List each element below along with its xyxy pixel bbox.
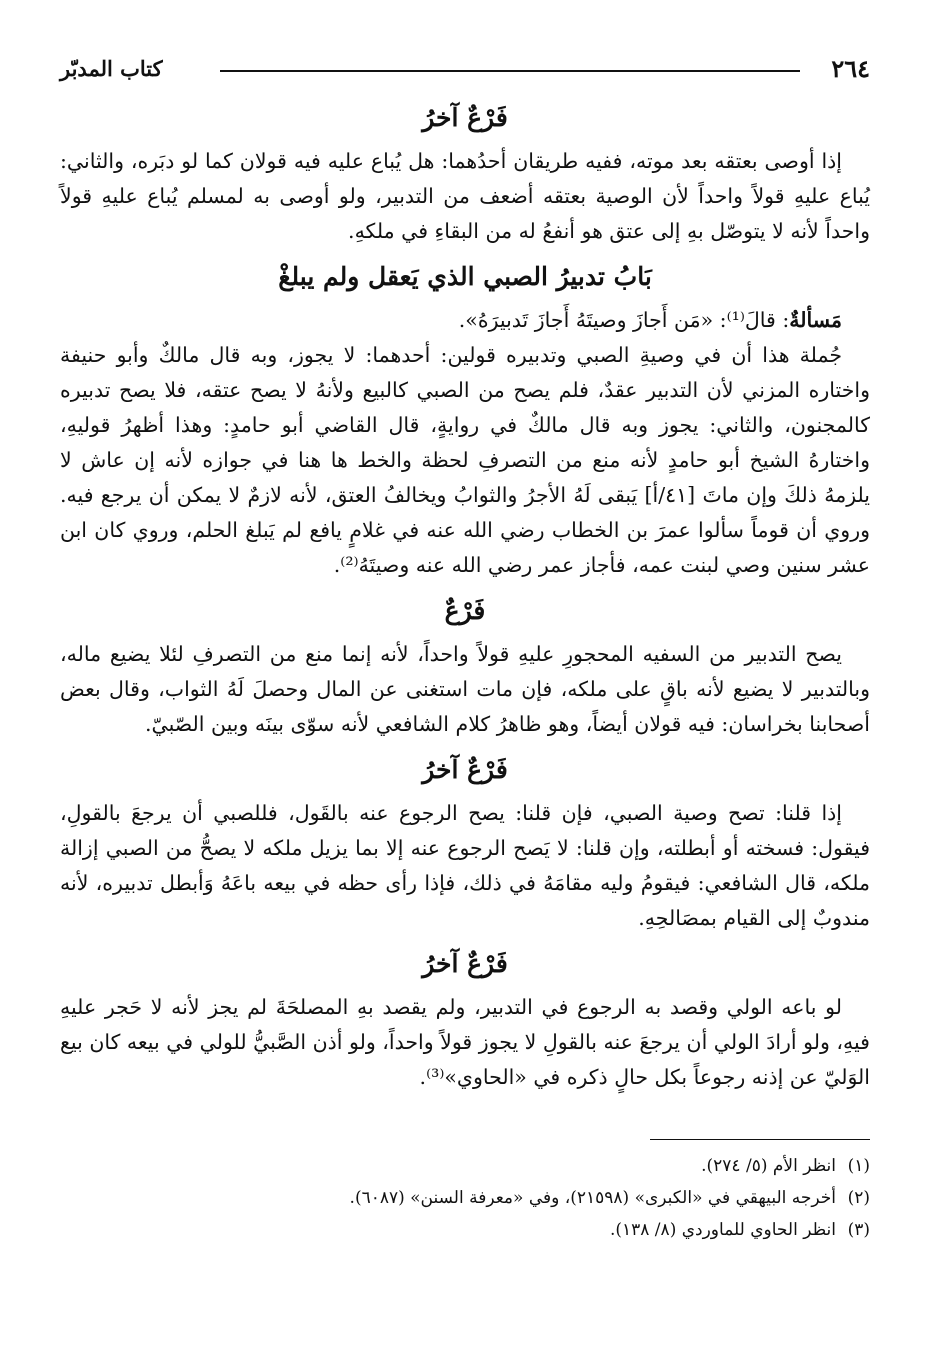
section-2-paragraph: جُملة هذا أن في وصيةِ الصبي وتدبيره قولين: أحدهما: لا يجوز، وبه قال مالكٌ وأبو حنيفة واختاره المزني لأن التدبير عقدٌ، فلم يصح من الصبي كالبيع ولأنهُ لا يصح عتقه، فلا يصح تدبيره كالمجنون، والثاني: يجوز وبه قال مالكٌ في روايةٍ، قال القاضي أبو حامدٍ: وهذا أظهرُ قوليهِ، واختارهُ الشيخ أبو حامدٍ لأنه منع من التصرفِ لحظة والخط ها هنا في جوازه لأنه إن عاش لا يلزمهُ ذلكَ وإن ماتَ [٤١/أ] يَبقى لَهُ الأجرُ والثوابُ ويخالفُ العتق، لأنه لازمٌ لا يمكن أن يرجع فيه. وروي أن قوماً سألوا عمرَ بن الخطاب رضي الله عنه في غلامٍ يافع لم يَبلغ الحلم، وروي كان ابن عشر سنين وصي لبنت عمه، فأجاز عمر رضي الله عنه وصيتَهُ⁽²⁾. bbox=[60, 343, 870, 577]
footnote bbox=[60, 1150, 870, 1182]
footnote bbox=[60, 1182, 870, 1214]
footnote-text: انظر الأم (٥/ ٢٧٤). bbox=[701, 1156, 836, 1176]
footnote-number: (٢) bbox=[847, 1188, 870, 1208]
section-heading-5: فَرْعٌ آخرُ bbox=[422, 949, 508, 978]
footnote-number: (١) bbox=[847, 1156, 870, 1176]
footnote bbox=[60, 1214, 870, 1246]
book-title: كتاب المدبّر bbox=[60, 56, 163, 81]
masala-line bbox=[60, 303, 870, 338]
header-rule bbox=[220, 70, 800, 72]
book-page bbox=[60, 50, 870, 1350]
section-1-paragraph: إذا أوصى بعتقه بعد موته، ففيه طريقان أحدُهما: هل يُباع عليه فيه قولان كما لو دبَره، والثاني: يُباع عليهِ قولاً واحداً لأن الوصية بعتقه أضعف من التدبير، ولو أوصى به لمسلم يُباع عليهِ قولاً واحداً لأنه لا يتوصّل بهِ إلى عتق هو أنفعُ له من البقاءِ في ملكهِ. bbox=[60, 149, 870, 243]
footnote-text: أخرجه البيهقي في «الكبرى» (٢١٥٩٨)، وفي «معرفة السنن» (٦٠٨٧). bbox=[349, 1188, 836, 1208]
section-3-paragraph: يصح التدبير من السفيه المحجورِ عليهِ قولاً واحداً، لأنه إنما منع من التصرفِ لئلا يضيع ماله، وبالتدبير لا يضيع لأنه باقٍ على ملكه، فإن مات استغنى عن المال وحصلَ لَهُ الثواب، وقال بعض أصحابنا بخراسان: فيه قولان أيضاً، وهو ظاهرُ كلام الشافعي لأنه سوّى بينَه وبين الصّبيّ. bbox=[60, 642, 870, 736]
masala-label: مَسألةٌ bbox=[789, 308, 842, 332]
section-heading-3: فَرْعٌ bbox=[444, 596, 486, 625]
page-number: ٢٦٤ bbox=[831, 54, 870, 83]
chapter-heading: بَابُ تدبيرُ الصبي الذي يَعقل ولم يبلغْ bbox=[278, 262, 652, 291]
footnote-text: انظر الحاوي للماوردي (٨/ ١٣٨). bbox=[609, 1220, 836, 1240]
section-4-paragraph: إذا قلنا: تصح وصية الصبي، فإن قلنا: يصح الرجوع عنه بالقَول، فللصبي أن يرجعَ بالقولِ، فيقول: فسخته أو أبطلته، وإن قلنا: لا يَصح الرجوع عنه إلا بما يزيل ملكه لا يصحُّ من الصبي إزالة ملكه، قال الشافعي: فيقومُ وليه مقامَهُ في ذلك، فإذا رأى حظه في بيعه باعَهُ وَأبطل تدبيره، لأنه مندوبٌ إلى القيام بمصَالحِهِ. bbox=[60, 801, 870, 930]
footnotes bbox=[60, 1150, 870, 1246]
section-heading-4: فَرْعٌ آخرُ bbox=[422, 755, 508, 784]
section-heading-1: فَرْعٌ آخرُ bbox=[422, 103, 508, 132]
masala-text: : قالَ⁽¹⁾: «مَن أَجازَ وصيتَهُ أَجازَ تَدبيرَهُ». bbox=[458, 308, 790, 332]
section-5-paragraph: لو باعه الولي وقصد به الرجوع في التدبير، ولم يقصد بهِ المصلحَةَ لم يجز لأنه لا حَجر عليهِ فيهِ، ولو أرادَ الولي أن يرجعَ عنه بالقولِ لا يجوز قولاً واحداً، ولو أذن الصَّبيُّ للولي في بيعه كان بيع الوَليّ عن إذنه رجوعاً بكل حالٍ ذكره في «الحاوي»⁽³⁾. bbox=[60, 995, 870, 1089]
footnote-number: (٣) bbox=[847, 1220, 870, 1240]
running-header bbox=[60, 50, 870, 90]
footnote-separator bbox=[650, 1139, 870, 1140]
